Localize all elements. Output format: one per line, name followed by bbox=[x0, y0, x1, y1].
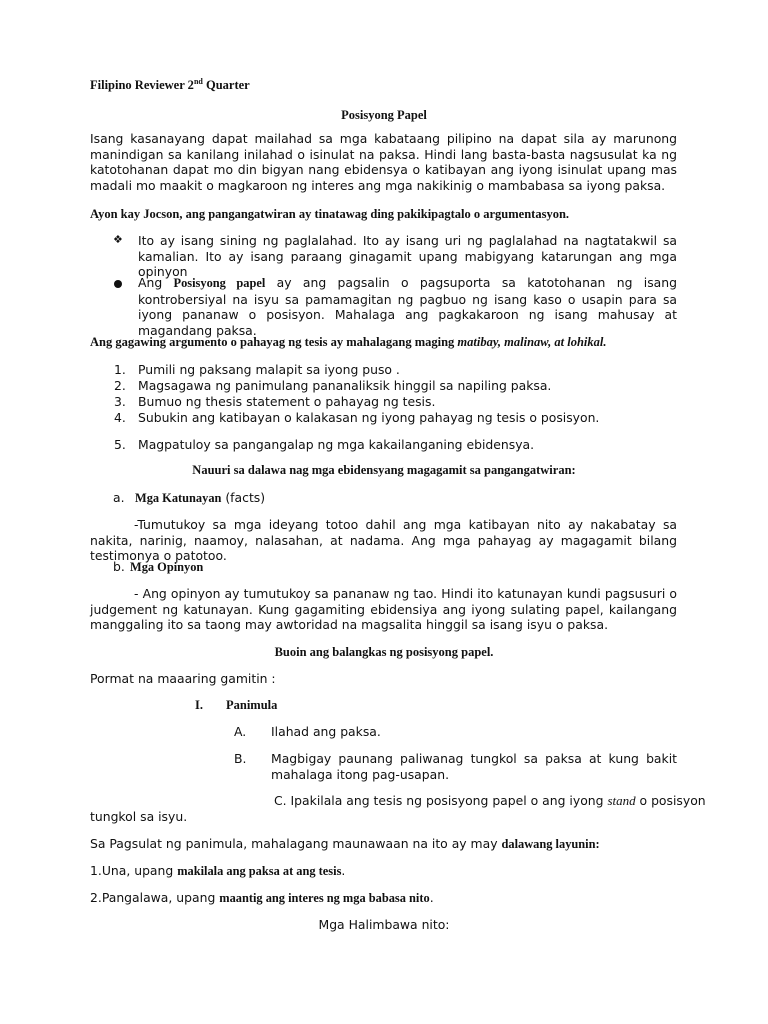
title-suffix: Quarter bbox=[202, 78, 250, 92]
evidence-heading: Nauuri sa dalawa nag mga ebidensyang magagamit sa pangangatwiran: bbox=[192, 463, 576, 477]
goal-2-bold: maantig ang interes ng mga babasa nito bbox=[219, 891, 430, 905]
bullet-2-pre: Ang bbox=[138, 275, 174, 290]
examples-label: Mga Halimbawa nito: bbox=[318, 917, 450, 932]
outline-a-letter: A. bbox=[234, 724, 247, 739]
goal-1 bbox=[90, 863, 345, 879]
step-number: 1. bbox=[114, 362, 126, 377]
outline-roman-numeral: I. bbox=[195, 698, 203, 712]
panimula-goal-text: Sa Pagsulat ng panimula, mahalagang maunawaan na ito ay may bbox=[90, 836, 502, 851]
outline-a-text: Ilahad ang paksa. bbox=[271, 724, 381, 739]
panimula-goal-bold: dalawang layunin: bbox=[501, 837, 600, 851]
panimula-goal-line bbox=[90, 836, 600, 852]
goal-2 bbox=[90, 890, 434, 906]
bullet-item-1: Ito ay isang sining ng paglalahad. Ito ay isang uri ng paglalahad na nagtatakwil sa kamalian. Ito ay isang paraang ginagamit upang mabigyang katarungan ang mga opinyon bbox=[138, 233, 677, 279]
goal-1-post: . bbox=[341, 863, 346, 878]
evidence-b-title: Mga Opinyon bbox=[130, 560, 204, 574]
round-bullet-icon bbox=[114, 280, 122, 288]
evidence-a-heading bbox=[135, 490, 265, 506]
outline-c-text bbox=[274, 793, 706, 809]
outline-c-post: o posisyon bbox=[635, 793, 706, 808]
title-text: Filipino Reviewer 2 bbox=[90, 78, 194, 92]
step-item: Subukin ang katibayan o kalakasan ng iyong pahayag ng tesis o posisyon. bbox=[138, 410, 600, 425]
outline-c-italic: stand bbox=[607, 793, 636, 808]
goal-2-pre: 2.Pangalawa, upang bbox=[90, 890, 220, 905]
argument-heading-text: Ang gagawing argumento o pahayag ng tesis ay mahalagang maging bbox=[90, 335, 458, 349]
step-item: Pumili ng paksang malapit sa iyong puso . bbox=[138, 362, 400, 377]
title-superscript: nd bbox=[193, 76, 203, 86]
document-title bbox=[90, 78, 250, 93]
step-number: 3. bbox=[114, 394, 126, 409]
evidence-b-text: - Ang opinyon ay tumutukoy sa pananaw ng tao. Hindi ito katunayan kundi pagsusuri o judgement ng katunayan. Kung gagamiting ebidensiya ang iyong sulating papel, kailangang manggaling ito sa taong may awtoridad na magsalita hinggil sa isang isyu o paksa. bbox=[90, 586, 677, 632]
outline-heading: Buoin ang balangkas ng posisyong papel. bbox=[274, 645, 494, 659]
step-number: 4. bbox=[114, 410, 126, 425]
evidence-a-note: (facts) bbox=[221, 490, 266, 505]
evidence-a-letter: a. bbox=[113, 490, 125, 505]
argument-heading bbox=[90, 335, 607, 350]
bullet-2-post: ay ang pagsalin o pagsuporta sa katotohanan ng isang kontrobersiyal na isyu sa pamamagitan ng pagbuo ng isang kaso o usapin para sa iyong pananaw o posisyon. Mahalaga ang pagkakaroon ng isang mahusay at magandang paksa. bbox=[138, 275, 677, 338]
bullet-2-bold: Posisyong papel bbox=[173, 276, 266, 290]
step-item: Magsagawa ng panimulang pananaliksik hinggil sa napiling paksa. bbox=[138, 378, 552, 393]
evidence-a-title: Mga Katunayan bbox=[135, 491, 222, 505]
step-number: 2. bbox=[114, 378, 126, 393]
step-number: 5. bbox=[114, 437, 126, 452]
step-item: Bumuo ng thesis statement o pahayag ng tesis. bbox=[138, 394, 436, 409]
diamond-bullet-icon: ❖ bbox=[113, 233, 123, 246]
evidence-b-letter: b. bbox=[113, 559, 125, 574]
evidence-a-text: -Tumutukoy sa mga ideyang totoo dahil ang mga katibayan nito ay nakabatay sa nakita, narinig, naamoy, nalasahan, at nadama. Ang mga pahayag ay magagamit bilang testimonya o patotoo. bbox=[90, 517, 677, 563]
outline-roman-title: Panimula bbox=[226, 698, 278, 712]
outline-c-pre: C. Ipakilala ang tesis ng posisyong papel o ang iyong bbox=[274, 793, 608, 808]
goal-1-pre: 1.Una, upang bbox=[90, 863, 178, 878]
evidence-b-heading bbox=[130, 559, 203, 575]
step-item: Magpatuloy sa pangangalap ng mga kakailanganing ebidensya. bbox=[138, 437, 535, 452]
argument-heading-italic: matibay, malinaw, at lohikal. bbox=[457, 335, 607, 349]
intro-paragraph: Isang kasanayang dapat mailahad sa mga kabataang pilipino na dapat sila ay marunong manindigan sa kanilang inilahad o isinulat na paksa. Hindi lang basta-basta nagsusulat ka ng katotohanan dapat mo din bigyan nang ebidensya o katibayan ang iyong isinulat upang mas madali mo maakit o magkaroon ng interes ang mga nakikinig o mambabasa sa iyong paksa. bbox=[90, 131, 677, 193]
section-title: Posisyong Papel bbox=[341, 108, 427, 122]
outline-c-continuation: tungkol sa isyu. bbox=[90, 809, 188, 824]
bullet-item-2 bbox=[138, 275, 677, 338]
goal-1-bold: makilala ang paksa at ang tesis bbox=[177, 864, 342, 878]
format-label: Pormat na maaaring gamitin : bbox=[90, 671, 276, 686]
jocson-heading: Ayon kay Jocson, ang pangangatwiran ay tinatawag ding pakikipagtalo o argumentasyon. bbox=[90, 207, 570, 221]
outline-b-text: Magbigay paunang paliwanag tungkol sa paksa at kung bakit mahalaga itong pag-usapan. bbox=[271, 751, 677, 782]
outline-b-letter: B. bbox=[234, 751, 247, 766]
goal-2-post: . bbox=[429, 890, 434, 905]
